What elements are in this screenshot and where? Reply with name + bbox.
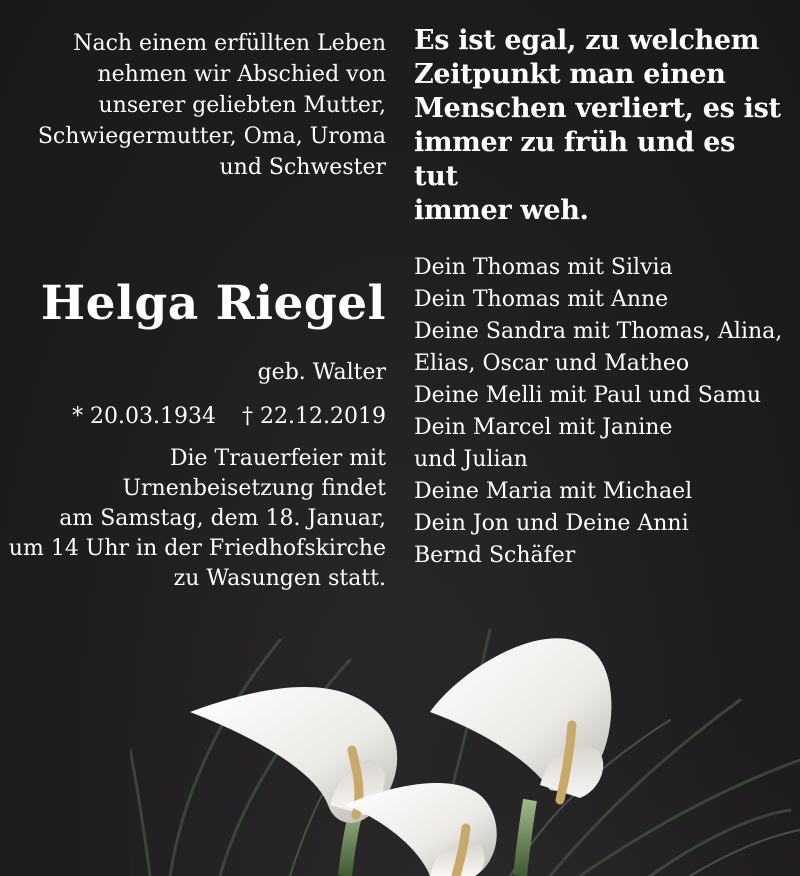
funeral-details	[6, 444, 386, 594]
mourner-item: Deine Sandra mit Thomas, Alina,	[414, 319, 783, 344]
intro-line: und Schwester	[219, 155, 386, 180]
maiden-name: geb. Walter	[257, 360, 386, 385]
intro-line: nehmen wir Abschied von	[97, 62, 386, 87]
funeral-line: Die Trauerfeier mit	[169, 446, 386, 471]
birth-date: * 20.03.1934	[72, 404, 217, 429]
intro-text	[26, 28, 386, 183]
mourner-item: Elias, Oscar und Matheo	[414, 351, 690, 376]
deceased-name: Helga Riegel	[40, 276, 386, 331]
intro-line: Schwiegermutter, Oma, Uroma	[37, 124, 386, 149]
mourner-item: Dein Marcel mit Janine	[414, 415, 673, 440]
mourner-item: Dein Thomas mit Anne	[414, 287, 669, 312]
mourners-list	[414, 252, 794, 572]
funeral-line: um 14 Uhr in der Friedhofskirche	[8, 536, 386, 561]
mourner-item: Dein Jon und Deine Anni	[414, 511, 689, 536]
mourner-item: Dein Thomas mit Silvia	[414, 255, 673, 280]
calla-lilies-icon	[130, 600, 800, 876]
funeral-line: zu Wasungen statt.	[173, 566, 386, 591]
quote-line: immer zu früh und es tut	[414, 127, 735, 192]
quote-line: Menschen verliert, es ist	[414, 93, 781, 124]
intro-line: Nach einem erfüllten Leben	[73, 31, 386, 56]
funeral-line: am Samstag, dem 18. Januar,	[59, 506, 386, 531]
quote-line: Es ist egal, zu welchem	[414, 25, 760, 56]
intro-line: unserer geliebten Mutter,	[98, 93, 386, 118]
mourner-item: Bernd Schäfer	[414, 543, 576, 568]
quote-line: Zeitpunkt man einen	[414, 59, 726, 90]
mourner-item: und Julian	[414, 447, 528, 472]
memorial-quote	[414, 24, 784, 228]
mourner-item: Deine Maria mit Michael	[414, 479, 693, 504]
death-date: † 22.12.2019	[242, 404, 386, 429]
quote-line: immer weh.	[414, 195, 589, 226]
funeral-line: Urnenbeisetzung findet	[122, 476, 386, 501]
life-dates	[46, 402, 386, 432]
mourner-item: Deine Melli mit Paul und Samu	[414, 383, 762, 408]
